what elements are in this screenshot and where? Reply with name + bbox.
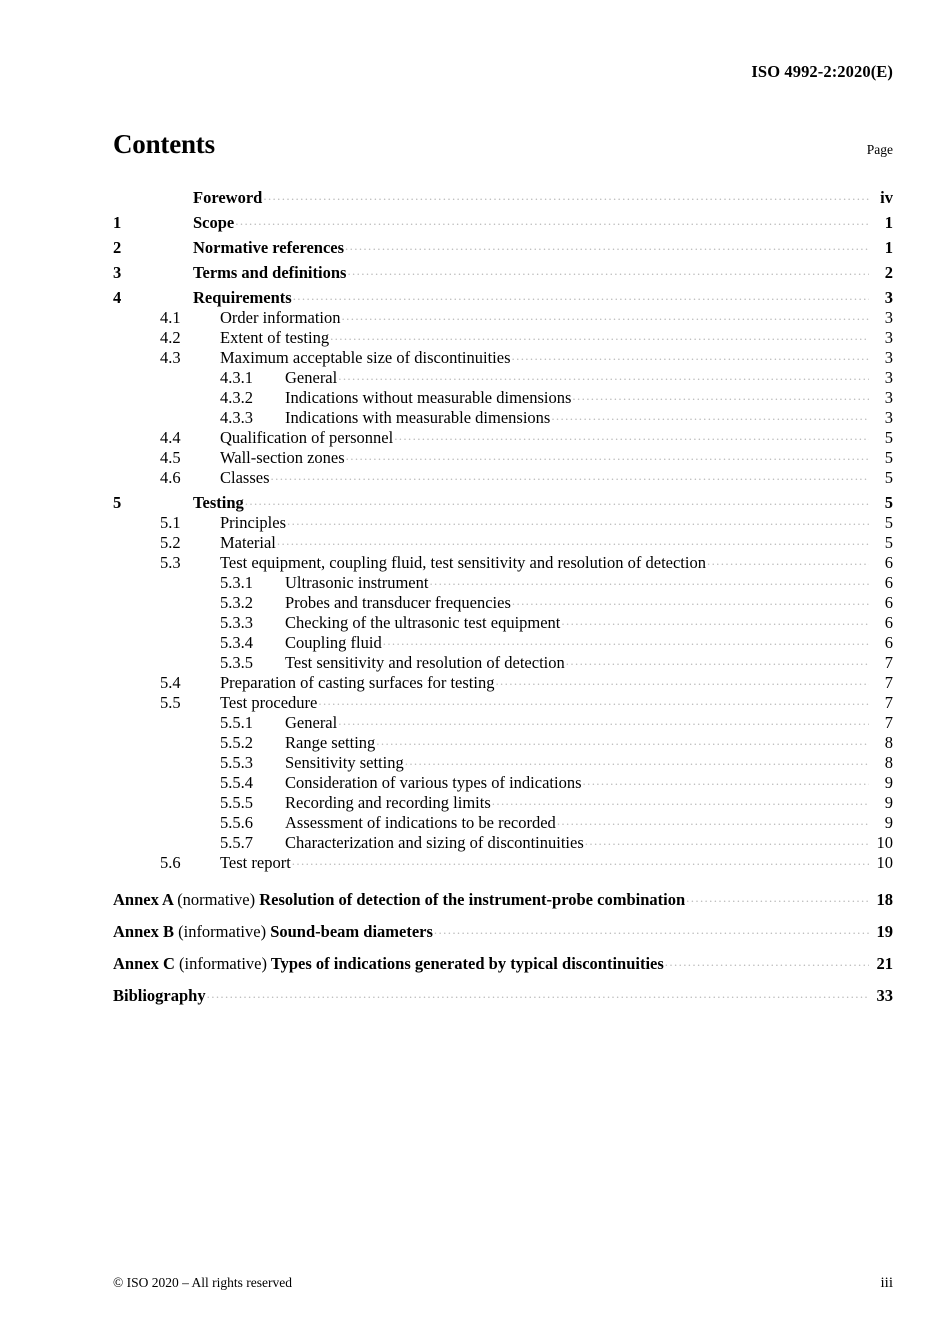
dot-leader [383,631,869,648]
toc-entry-title: Foreword [193,187,263,207]
toc-entry-title: Testing [193,492,244,512]
toc-entry-title: Coupling fluid [285,632,382,652]
dot-leader [292,851,869,868]
toc-entry-page-number: 10 [876,832,893,852]
toc-entry-number: 4.1 [160,307,181,327]
toc-entry-title: Extent of testing [220,327,330,347]
toc-entry-title: Range setting [285,732,376,752]
toc-entry-number: 4.2 [160,327,181,347]
dot-leader [277,531,869,548]
toc-entry-number: 5.3.2 [220,592,253,612]
dot-leader [235,211,869,228]
toc-entry-title: Maximum acceptable size of discontinuities [220,347,511,367]
document-footer [113,1276,893,1294]
toc-entry-title: Checking of the ultrasonic test equipment [285,612,561,632]
toc-entry-number: 3 [113,262,122,282]
toc-entry-page-number: 8 [884,752,893,772]
toc-entry-title: Preparation of casting surfaces for testing [220,672,495,692]
toc-annex-qualifier: (informative) [179,953,267,973]
toc-entry-page-number: 3 [884,347,893,367]
toc-entry-title: General [285,712,338,732]
toc-entry-page-number: 5 [884,492,893,512]
toc-entry[interactable] [113,611,893,631]
toc-entry[interactable] [113,406,893,426]
toc-entry-number: 5.3.4 [220,632,253,652]
toc-entry-page-number: 2 [884,262,893,282]
toc-annex-title [113,889,686,909]
toc-annex-page-number: 21 [876,953,893,973]
toc-entry-title: Sensitivity setting [285,752,404,772]
toc-entry-title: General [285,367,338,387]
toc-entry[interactable] [113,851,893,871]
toc-annex-title [113,985,206,1005]
toc-entry-title: Terms and definitions [193,262,347,282]
dot-leader [434,920,869,937]
footer-page-number: iii [880,1275,893,1291]
table-of-contents [113,186,893,1004]
dot-leader [707,551,869,568]
dot-leader [346,446,869,463]
toc-entry-page-number: 6 [884,572,893,592]
toc-entry-number: 5.6 [160,852,181,872]
toc-annex-label: Annex A [113,889,174,909]
dot-leader [345,236,869,253]
toc-annex-page-number: 33 [876,985,893,1005]
footer-copyright: © ISO 2020 – All rights reserved [113,1275,292,1290]
dot-leader [583,771,870,788]
dot-leader [512,346,870,363]
dot-leader [318,691,869,708]
toc-entry-title: Principles [220,512,286,532]
toc-annex-qualifier: (normative) [177,889,256,909]
toc-entry-number: 5.5.3 [220,752,253,772]
toc-annex-entry[interactable] [113,888,893,908]
page-column-label: Page [866,142,893,157]
toc-annex-entry[interactable] [113,984,893,1004]
dot-leader [207,984,869,1001]
dot-leader [245,491,869,508]
toc-annex-subject: Resolution of detection of the instrument-probe combination [259,889,686,909]
dot-leader [293,286,869,303]
toc-annex-title [113,953,664,973]
toc-entry-title: Material [220,532,276,552]
dot-leader [394,426,869,443]
toc-entry-number: 5.5.4 [220,772,253,792]
toc-annex-entry[interactable] [113,920,893,940]
dot-leader [429,571,869,588]
toc-entry-page-number: iv [880,187,893,207]
toc-entry-number: 5.5.1 [220,712,253,732]
toc-entry-title: Scope [193,212,235,232]
toc-annex-subject: Types of indications generated by typical discontinuities [270,953,664,973]
toc-entry[interactable] [113,571,893,591]
dot-leader [287,511,869,528]
toc-entry-page-number: 9 [884,812,893,832]
toc-entry[interactable] [113,771,893,791]
toc-entry-title: Normative references [193,237,345,257]
toc-entry[interactable] [113,466,893,486]
toc-entry-page-number: 7 [884,692,893,712]
toc-entry[interactable] [113,261,893,281]
dot-leader [271,466,870,483]
toc-annex-page-number: 18 [876,889,893,909]
toc-entry[interactable] [113,711,893,731]
dot-leader [585,831,869,848]
toc-entry-title: Consideration of various types of indications [285,772,582,792]
toc-entry-number: 5.3.5 [220,652,253,672]
toc-entry[interactable] [113,651,893,671]
toc-entry-title: Test procedure [220,692,318,712]
dot-leader [572,386,869,403]
toc-entry-title: Test equipment, coupling fluid, test sensitivity and resolution of detection [220,552,706,572]
toc-entry[interactable] [113,491,893,511]
toc-entry[interactable] [113,531,893,551]
toc-entry-page-number: 6 [884,552,893,572]
toc-entry[interactable] [113,236,893,256]
toc-entry-page-number: 3 [884,387,893,407]
toc-entry-page-number: 6 [884,612,893,632]
toc-entry-title: Order information [220,307,341,327]
toc-entry[interactable] [113,831,893,851]
toc-entry[interactable] [113,631,893,651]
toc-entry[interactable] [113,691,893,711]
toc-entry-title: Probes and transducer frequencies [285,592,511,612]
dot-leader [492,791,869,808]
toc-annex-title [113,921,433,941]
toc-entry-number: 4.3.3 [220,407,253,427]
toc-entry-number: 5.4 [160,672,181,692]
toc-entry-page-number: 7 [884,672,893,692]
toc-entry-number: 5.3.1 [220,572,253,592]
toc-entry[interactable] [113,186,893,206]
toc-entry-page-number: 5 [884,447,893,467]
toc-entry-page-number: 1 [884,212,893,232]
toc-entry[interactable] [113,366,893,386]
toc-entry[interactable] [113,791,893,811]
toc-entry-page-number: 3 [884,407,893,427]
toc-entry[interactable] [113,286,893,306]
toc-entry-page-number: 5 [884,467,893,487]
toc-entry[interactable] [113,751,893,771]
toc-entry-title: Indications without measurable dimensions [285,387,572,407]
toc-entry-number: 4.4 [160,427,181,447]
toc-entry[interactable] [113,426,893,446]
toc-entry[interactable] [113,731,893,751]
dot-leader [405,751,869,768]
toc-annex-label: Annex C [113,953,175,973]
dot-leader [347,261,869,278]
toc-entry-page-number: 7 [884,652,893,672]
page-title: Contents [113,129,215,159]
toc-entry-title: Wall-section zones [220,447,345,467]
toc-entry-number: 5 [113,492,122,512]
toc-entry-page-number: 3 [884,327,893,347]
dot-leader [665,952,869,969]
toc-entry-page-number: 3 [884,287,893,307]
dot-leader [561,611,869,628]
toc-entry-title: Indications with measurable dimensions [285,407,551,427]
toc-entry-page-number: 6 [884,592,893,612]
toc-entry-page-number: 5 [884,512,893,532]
toc-entry[interactable] [113,446,893,466]
toc-entry-title: Classes [220,467,270,487]
toc-entry-title: Assessment of indications to be recorded [285,812,556,832]
toc-entry-title: Ultrasonic instrument [285,572,429,592]
toc-entry-title: Requirements [193,287,292,307]
dot-leader [338,711,869,728]
toc-entry-page-number: 5 [884,427,893,447]
document-header-standard-reference: ISO 4992-2:2020(E) [751,62,893,81]
toc-entry-page-number: 1 [884,237,893,257]
toc-entry-page-number: 3 [884,307,893,327]
toc-entry-number: 5.5.7 [220,832,253,852]
toc-entry-number: 1 [113,212,122,232]
toc-entry[interactable] [113,671,893,691]
toc-entry[interactable] [113,326,893,346]
dot-leader [338,366,869,383]
toc-entry[interactable] [113,511,893,531]
dot-leader [263,186,869,203]
toc-entry[interactable] [113,306,893,326]
toc-entry-page-number: 9 [884,792,893,812]
toc-annex-entry[interactable] [113,952,893,972]
toc-annex-label: Bibliography [113,985,206,1005]
toc-entry-number: 5.2 [160,532,181,552]
dot-leader [512,591,869,608]
dot-leader [566,651,869,668]
dot-leader [551,406,869,423]
toc-annex-subject: Sound-beam diameters [270,921,433,941]
toc-entry[interactable] [113,551,893,571]
toc-entry-page-number: 7 [884,712,893,732]
toc-entry-number: 2 [113,237,122,257]
toc-entry-number: 4.6 [160,467,181,487]
toc-entry-title: Test sensitivity and resolution of detection [285,652,565,672]
dot-leader [342,306,869,323]
dot-leader [376,731,869,748]
toc-entry-title: Test report [220,852,291,872]
toc-entry-number: 5.5.2 [220,732,253,752]
toc-entry[interactable] [113,346,893,366]
toc-entry-number: 5.5.6 [220,812,253,832]
contents-heading-block [113,131,893,165]
toc-annex-label: Annex B [113,921,174,941]
toc-entry-number: 5.5.5 [220,792,253,812]
toc-annex-page-number: 19 [876,921,893,941]
toc-entry-number: 5.1 [160,512,181,532]
toc-entry[interactable] [113,386,893,406]
toc-entry[interactable] [113,591,893,611]
toc-entry-number: 4 [113,287,122,307]
toc-entry-title: Recording and recording limits [285,792,491,812]
toc-entry-title: Characterization and sizing of discontinuities [285,832,584,852]
dot-leader [495,671,869,688]
toc-entry-number: 4.3.1 [220,367,253,387]
toc-entry-number: 5.3 [160,552,181,572]
toc-entry-page-number: 10 [876,852,893,872]
toc-entry-page-number: 3 [884,367,893,387]
toc-entry-page-number: 8 [884,732,893,752]
dot-leader [330,326,869,343]
toc-entry-number: 4.5 [160,447,181,467]
toc-entry[interactable] [113,211,893,231]
toc-entry-page-number: 5 [884,532,893,552]
toc-entry-page-number: 6 [884,632,893,652]
toc-entry-number: 5.5 [160,692,181,712]
toc-entry-number: 4.3 [160,347,181,367]
dot-leader [686,888,869,905]
toc-annex-qualifier: (informative) [178,921,267,941]
toc-entry-number: 5.3.3 [220,612,253,632]
toc-entry-title: Qualification of personnel [220,427,394,447]
toc-entry[interactable] [113,811,893,831]
toc-entry-page-number: 9 [884,772,893,792]
toc-entry-number: 4.3.2 [220,387,253,407]
dot-leader [557,811,869,828]
